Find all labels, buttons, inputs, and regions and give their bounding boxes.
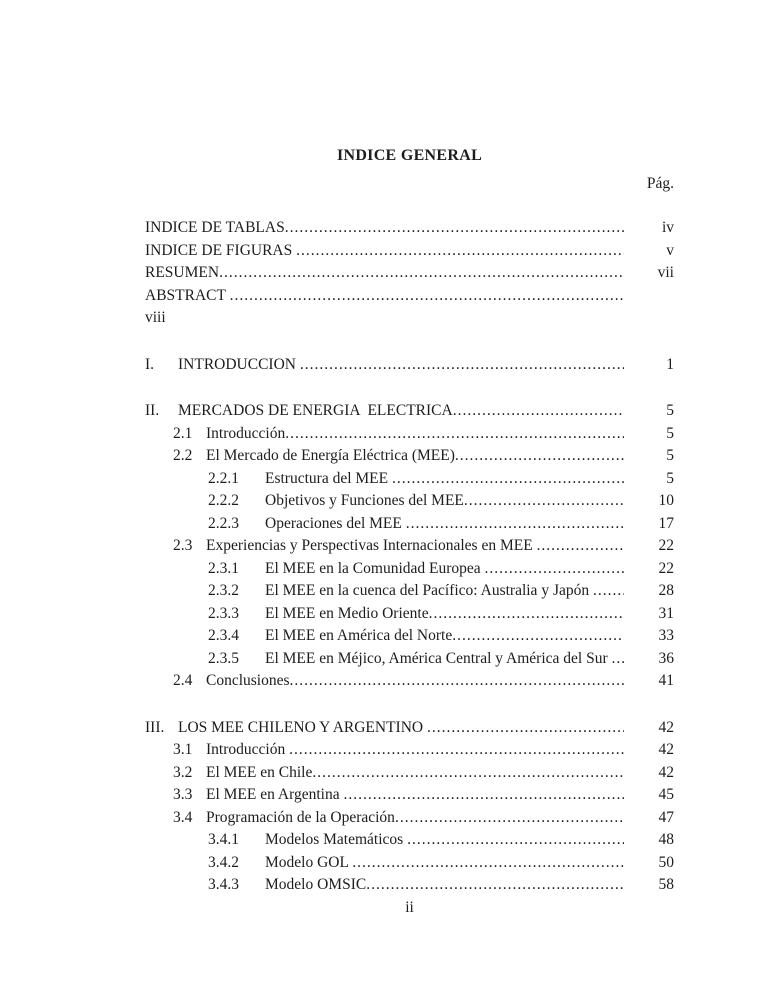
entry-page: v — [666, 241, 674, 259]
entry-label: Conclusiones — [206, 672, 290, 689]
leader-dots — [612, 648, 625, 671]
toc-entry — [145, 625, 674, 648]
entry-label: El MEE en la Comunidad Europea — [265, 559, 485, 577]
entry-page: 42 — [658, 718, 674, 736]
page-title: INDICE GENERAL — [336, 147, 483, 164]
leader-dots — [427, 717, 624, 740]
entry-page: 58 — [658, 876, 674, 893]
entry-label: ABSTRACT — [145, 286, 230, 304]
entry-page: 48 — [658, 831, 674, 848]
entry-page: 42 — [658, 763, 674, 781]
leader-dots — [537, 535, 624, 558]
toc-entry — [145, 400, 674, 423]
entry-number: 3.4.2 — [208, 853, 239, 871]
leader-dots — [485, 558, 624, 581]
entry-page: 41 — [658, 672, 674, 689]
toc-entry — [145, 423, 674, 446]
entry-page: 28 — [658, 582, 674, 599]
entry-number: 2.3.4 — [208, 627, 239, 644]
entry-label: El MEE en América del Norte — [265, 627, 453, 644]
toc-entry — [145, 762, 674, 785]
toc-entry — [145, 874, 674, 897]
entry-label: Experiencias y Perspectivas Internacionales en MEE — [206, 537, 537, 554]
entry-label: Estructura del MEE — [265, 469, 392, 487]
leader-dots — [453, 400, 624, 423]
leader-dots — [406, 513, 624, 536]
entry-page: 47 — [658, 808, 674, 826]
entry-number: 2.4 — [173, 672, 193, 689]
leader-dots — [290, 670, 624, 693]
leader-dots — [219, 262, 624, 285]
entry-number: 3.2 — [173, 763, 193, 781]
toc-entry — [145, 784, 674, 807]
entry-number: II. — [145, 402, 160, 419]
entry-page: 17 — [658, 514, 674, 532]
leader-dots — [296, 240, 624, 263]
entry-number: 3.1 — [173, 741, 193, 758]
entry-label: Operaciones del MEE — [265, 514, 406, 532]
leader-dots — [464, 490, 624, 513]
toc-list — [145, 217, 674, 897]
entry-page: 22 — [658, 559, 674, 577]
entry-number: 3.4.1 — [208, 831, 239, 848]
entry-label: Objetivos y Funciones del MEE — [265, 492, 464, 509]
toc-entry — [145, 354, 674, 377]
entry-number: 2.1 — [173, 424, 193, 442]
toc-entry — [145, 829, 674, 852]
entry-label: INDICE DE TABLAS — [145, 219, 285, 236]
entry-label: El MEE en Chile — [206, 763, 313, 781]
leader-dots — [366, 874, 624, 897]
entry-number: 2.2.1 — [208, 469, 239, 487]
entry-label: INDICE DE FIGURAS — [145, 241, 297, 259]
entry-label: Modelo OMSIC — [265, 876, 367, 893]
entry-number: 2.3.3 — [208, 604, 239, 622]
entry-label: El MEE en Medio Oriente — [265, 604, 429, 622]
toc-entry — [145, 648, 674, 671]
entry-page: 5 — [666, 424, 674, 442]
entry-page: iv — [661, 219, 674, 236]
leader-dots — [343, 784, 624, 807]
entry-page: 10 — [658, 492, 674, 509]
entry-page: 5 — [666, 447, 674, 464]
leader-dots — [455, 445, 624, 468]
toc-entry — [145, 670, 674, 693]
page-column-label: Pág. — [646, 175, 674, 192]
entry-page: 45 — [658, 786, 674, 803]
toc-entry — [145, 307, 674, 330]
leader-dots — [285, 423, 624, 446]
leader-dots — [392, 468, 624, 491]
entry-number: 2.3 — [173, 537, 193, 554]
entry-page: 5 — [666, 469, 674, 487]
leader-dots — [289, 739, 624, 762]
entry-number: 3.3 — [173, 786, 193, 803]
toc-entry — [145, 490, 674, 513]
entry-number: III. — [145, 718, 165, 736]
entry-label: viii — [145, 309, 166, 326]
leader-dots — [407, 829, 624, 852]
entry-label: El Mercado de Energía Eléctrica (MEE) — [206, 447, 455, 464]
toc-entry — [145, 852, 674, 875]
toc-entry — [145, 513, 674, 536]
entry-number: I. — [145, 355, 155, 373]
leader-dots — [285, 217, 624, 240]
toc-entry — [145, 807, 674, 830]
entry-number: 2.3.1 — [208, 559, 239, 577]
entry-label: Modelos Matemáticos — [265, 831, 408, 848]
entry-page: 42 — [658, 741, 674, 758]
entry-page: 50 — [658, 853, 674, 871]
toc-entry — [145, 739, 674, 762]
entry-number: 2.2 — [173, 447, 193, 464]
entry-page: 1 — [666, 355, 674, 373]
entry-label: INTRODUCCION — [178, 355, 300, 373]
toc-entry — [145, 558, 674, 581]
entry-page: 36 — [658, 649, 674, 667]
entry-label: RESUMEN — [145, 264, 220, 281]
leader-dots — [300, 354, 624, 377]
entry-page: 5 — [666, 402, 674, 419]
entry-page: 31 — [658, 604, 674, 622]
toc-entry — [145, 217, 674, 240]
toc-entry — [145, 535, 674, 558]
toc-entry — [145, 262, 674, 285]
leader-dots — [452, 625, 624, 648]
entry-label: El MEE en Méjico, América Central y América del Sur — [265, 649, 612, 667]
toc-entry — [145, 603, 674, 626]
entry-number: 2.2.2 — [208, 492, 239, 509]
entry-label: Modelo GOL — [265, 853, 353, 871]
entry-page: 33 — [658, 627, 674, 644]
leader-dots — [352, 852, 624, 875]
entry-label: El MEE en Argentina — [206, 786, 344, 803]
leader-dots — [395, 807, 624, 830]
entry-label: Programación de la Operación — [206, 808, 395, 826]
entry-label: Introducción — [206, 424, 286, 442]
entry-number: 2.2.3 — [208, 514, 239, 532]
entry-label: Introducción — [206, 741, 290, 758]
toc-entry — [145, 717, 674, 740]
toc-entry — [145, 580, 674, 603]
entry-number: 3.4 — [173, 808, 193, 826]
entry-label: El MEE en la cuenca del Pacífico: Australia y Japón — [265, 582, 593, 599]
leader-dots — [312, 762, 624, 785]
leader-dots — [429, 603, 624, 626]
entry-page: 22 — [658, 537, 674, 554]
leader-dots — [230, 285, 624, 308]
entry-label: MERCADOS DE ENERGIA ELECTRICA — [178, 402, 453, 419]
leader-dots — [593, 580, 624, 603]
entry-number: 2.3.2 — [208, 582, 239, 599]
toc-entry — [145, 240, 674, 263]
toc-entry — [145, 445, 674, 468]
entry-page: vii — [657, 264, 674, 281]
footer-page-number: ii — [405, 898, 414, 916]
toc-entry — [145, 468, 674, 491]
entry-number: 3.4.3 — [208, 876, 239, 893]
entry-number: 2.3.5 — [208, 649, 239, 667]
toc-entry — [145, 285, 674, 308]
entry-label: LOS MEE CHILENO Y ARGENTINO — [178, 718, 427, 736]
